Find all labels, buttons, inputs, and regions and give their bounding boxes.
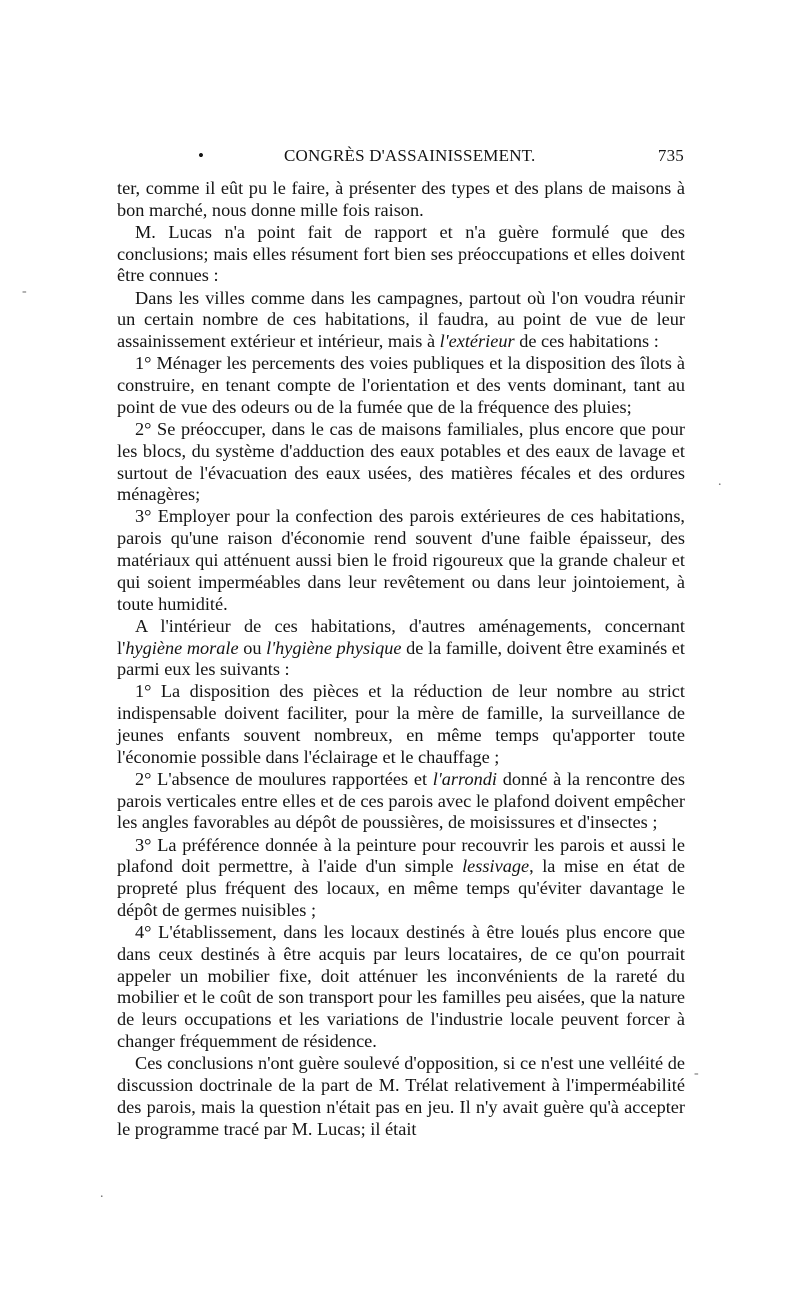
text-run: 3° Employer pour la confection des parois extérieures de ces habitations, parois qu'une raison d'économie rend souvent d'une faible épaisseur, des matériaux qui atténuent aussi bien le froid rigoureux que la grande chaleur et qui soient imperméables dans leur revêtement ou dans leur jointoiement, à toute humidité.	[117, 506, 685, 614]
text-run: 4° L'établissement, dans les locaux destinés à être loués plus encore que dans ceux destinés à être acquis par leurs locataires, de ce qu'on pourrait appeler un mobilier fixe, doit atténuer les inconvénients de la rareté du mobilier et le coût de son transport pour les familles peu aisées, que la nature de leurs occupations et les variations de l'industrie locale peuvent forcer à changer fréquemment de résidence.	[117, 922, 685, 1052]
list-item	[117, 681, 685, 768]
body-text	[117, 178, 685, 1140]
italic-term: hygiène morale	[125, 637, 239, 658]
header-dot: •	[198, 146, 205, 165]
text-run: ou	[238, 637, 267, 658]
text-run: Dans les villes comme dans les campagnes, partout où l'on voudra réunir un certain nombre de ces habitations, il faudra, au point de vue de leur assainissement extérieur et intérieur, mais à	[117, 287, 685, 352]
text-run: de la famille, doivent être examinés et parmi eux les suivants :	[117, 637, 685, 680]
paragraph	[117, 222, 685, 287]
list-item	[117, 419, 685, 506]
margin-speck: -	[22, 284, 27, 299]
italic-term: l'hygiène physique	[266, 637, 402, 658]
paragraph	[117, 288, 685, 353]
paragraph	[117, 1053, 685, 1140]
list-item	[117, 353, 685, 418]
list-item	[117, 835, 685, 922]
paragraph-continuation	[117, 178, 685, 222]
italic-term: l'arrondi	[432, 768, 497, 789]
margin-speck: -	[694, 1066, 699, 1081]
list-item	[117, 769, 685, 834]
italic-term: l'extérieur	[439, 331, 515, 352]
running-header	[118, 146, 684, 170]
text-run: 2° Se préoccuper, dans le cas de maisons familiales, plus encore que pour les blocs, du système d'adduction des eaux potables et des eaux de lavage et surtout de l'évacuation des eaux usées, des matières fécales et des ordures ménagères;	[117, 418, 685, 505]
margin-speck: .	[718, 474, 722, 489]
text-run: donné à la rencontre des parois verticales entre elles et de ces parois avec le plafond doivent empêcher les angles favorables au dépôt de poussières, de moisissures et d'insectes ;	[117, 768, 685, 833]
list-item	[117, 922, 685, 1053]
text-run: de ces habitations :	[514, 331, 659, 352]
page-number: 735	[657, 146, 684, 165]
running-title: CONGRÈS D'ASSAINISSEMENT.	[284, 146, 536, 165]
text-run: ter, comme il eût pu le faire, à présenter des types et des plans de maisons à bon marché, nous donne mille fois raison.	[117, 178, 685, 220]
text-run: Ces conclusions n'ont guère soulevé d'opposition, si ce n'est une velléité de discussion doctrinale de la part de M. Trélat relativement à l'imperméabilité des parois, mais la question n'était pas en jeu. Il n'y avait guère qu'à accepter le programme tracé par M. Lucas; il était	[117, 1053, 685, 1139]
text-run: 3° La préférence donnée à la peinture pour recouvrir les parois et aussi le plafond doit permettre, à l'aide d'un simple	[117, 834, 685, 877]
text-run: M. Lucas n'a point fait de rapport et n'a guère formulé que des conclusions; mais elles résument fort bien ses préoccupations et elles doivent être connues :	[117, 221, 685, 286]
text-run: , la mise en état de propreté plus fréquent des locaux, en même temps qu'éviter davantage le dépôt de germes nuisibles ;	[117, 856, 686, 920]
italic-term: lessivage	[462, 856, 530, 877]
text-run: 1° Ménager les percements des voies publiques et la disposition des îlots à construire, en tenant compte de l'orientation et des vents dominant, tant au point de vue des odeurs ou de la fumée que de la fréquence des pluies;	[117, 353, 685, 417]
text-run: A l'intérieur de ces habitations, d'autres aménagements, concernant l'	[117, 615, 685, 658]
list-item	[117, 506, 685, 615]
text-run: 2° L'absence de moulures rapportées et	[135, 768, 433, 789]
text-run: 1° La disposition des pièces et la réduction de leur nombre au strict indispensable doivent faciliter, pour la mère de famille, la surveillance de jeunes enfants souvent nombreux, en même temps qu'apporter toute l'économie possible dans l'éclairage et le chauffage ;	[117, 681, 685, 767]
margin-speck: .	[100, 1186, 104, 1201]
paragraph	[117, 616, 685, 681]
